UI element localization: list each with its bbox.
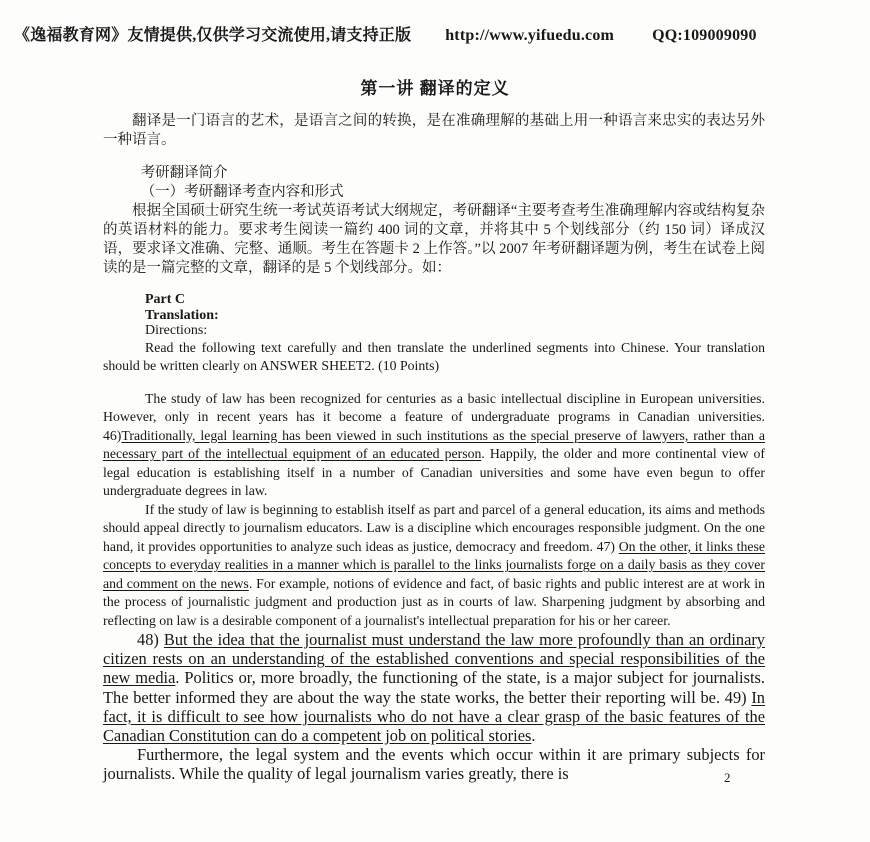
spacer [103,278,765,292]
passage-paragraph-1 [103,390,765,501]
document-header [14,22,856,45]
spacer [103,150,765,164]
exam-part-label: Part C [145,292,186,307]
passage-text: If the study of law is beginning to establish itself as part and parcel of a general education, its aims and methods should appeal directly to journalism educators. Law is a discipline which encourages responsible judgment. On the one hand, it provides opportunities to analyze such ideas as justice, democracy and freedom. 47) [103,501,765,554]
exam-directions-label: Directions: [145,323,208,338]
header-url-text: http://www.yifuedu.com [445,27,615,44]
page-number: 2 [724,770,731,785]
passage-text: . [531,726,536,746]
header-notice-text: 《逸福教育网》友情提供,仅供学习交流使用,请支持正版 [14,27,412,44]
header-qq-text: QQ:109009090 [652,27,757,44]
passage-text: . For example, notions of evidence and fact, of basic rights and public interest are at work in the process of journalistic judgment and production just as in courts of law. Sharpening judgment by absorbing and reflecting on law is a desirable component of a journalist's intellectual preparation for his or her career. [103,575,765,628]
spacer [103,376,765,390]
passage-text: The study of law has been recognized for centuries as a basic intellectual discipline in European universities. However, only in recent years has it become a feature of undergraduate programs in Canadian universities. 46) [103,390,765,443]
exam-section-label: Translation: [145,307,219,323]
passage-text: . Happily, the older and more continental view of legal education is establishing itself in a number of Canadian universities and some have even begun to offer undergraduate degrees in law. [103,446,765,498]
underlined-segment-47: On the other, it links these concepts to everyday realities in a manner which is parallel to the links journalists forge on a daily basis as they cover and comment on the news [103,538,765,591]
passage-paragraph-4: Furthermore, the legal system and the events which occur within it are primary subjects for journalists. While the quality of legal journalism varies greatly, there is [103,745,765,784]
page-title: 第一讲 翻译的定义 [360,79,510,98]
passage-text: . Politics or, more broadly, the functioning of the state, is a major subject for journalists. The better informed they are about the way the state works, the better their reporting will be. 49) [103,668,765,707]
subsection-heading: （一）考研翻译考查内容和形式 [140,184,344,200]
underlined-segment-49: In fact, it is difficult to see how journalists who do not have a clear grasp of the basic features of the Canadian Constitution can do a competent job on political stories [103,687,765,746]
underlined-segment-46: Traditionally, legal learning has been viewed in such institutions as the special preserve of lawyers, rather than a necessary part of the intellectual equipment of an educated person [103,427,765,461]
document-body [103,112,765,784]
exam-directions-paragraph: Read the following text carefully and then translate the underlined segments into Chinese. Your translation should be written clearly on ANSWER SHEET2. (10 Points) [103,339,765,373]
passage-paragraph-3 [103,630,765,745]
passage-text: 48) [137,630,164,649]
underlined-segment-48: But the idea that the journalist must understand the law more profoundly than an ordinary citizen rests on an understanding of the established conventions and special responsibilities of the new media [103,630,766,688]
intro-overview-paragraph: 根据全国硕士研究生统一考试英语考试大纲规定，考研翻译“主要考查考生准确理解内容或结构复杂的英语材料的能力。要求考生阅读一篇约 400 词的文章，并将其中 5 个划线部分（约 150 词）译成汉语，要求译文准确、完整、通顺。考生在答题卡 2 上作答。”以 2007 年考研翻译题为例，考生在试卷上阅读的是一篇完整的文章，翻译的是 5 个划线部分。如： [103,203,765,276]
intro-definition-paragraph: 翻译是一门语言的艺术，是语言之间的转换，是在准确理解的基础上用一种语言来忠实的表达另外一种语言。 [103,113,765,148]
passage-paragraph-2 [103,501,765,631]
section-heading: 考研翻译简介 [140,165,228,181]
